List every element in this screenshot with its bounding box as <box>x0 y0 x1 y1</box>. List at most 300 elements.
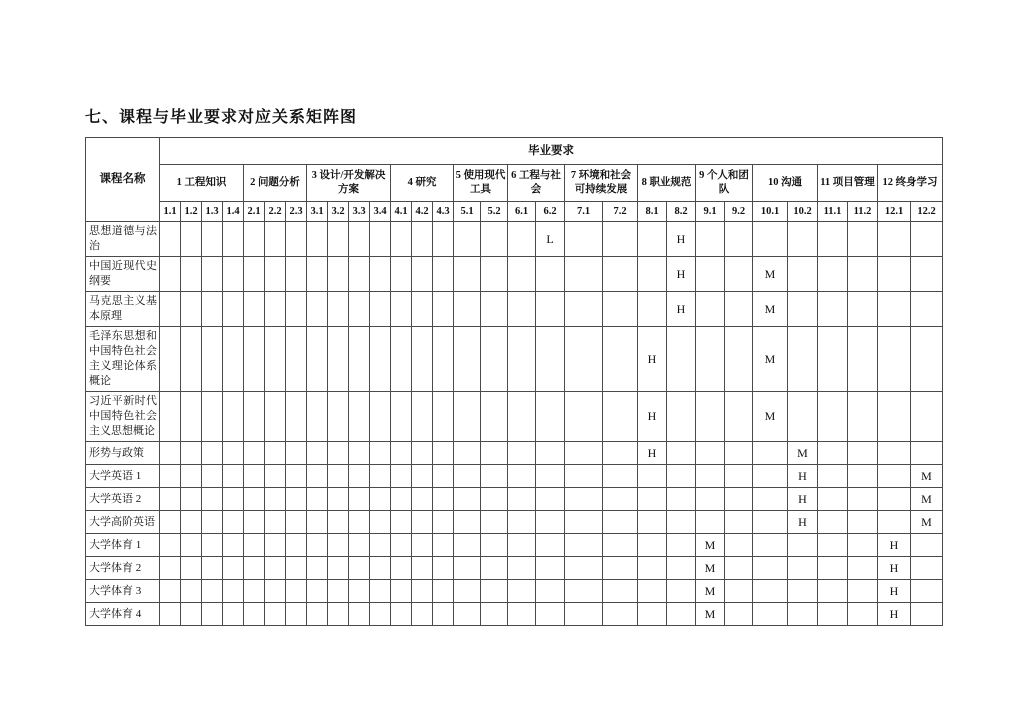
mark-cell-7.2 <box>603 511 638 534</box>
course-name-cell: 马克思主义基本原理 <box>86 292 160 327</box>
indicator-header-10.1: 10.1 <box>753 202 788 222</box>
mark-cell-1.4 <box>223 327 244 392</box>
mark-cell-9.1 <box>696 327 725 392</box>
mark-cell-1.4 <box>223 392 244 442</box>
mark-cell-5.1 <box>454 511 481 534</box>
mark-cell-1.3 <box>202 511 223 534</box>
mark-cell-7.1 <box>565 580 603 603</box>
mark-cell-1.3 <box>202 442 223 465</box>
mark-cell-2.3 <box>286 465 307 488</box>
mark-cell-12.1 <box>878 511 911 534</box>
mark-cell-7.2 <box>603 292 638 327</box>
mark-cell-10.1: M <box>753 292 788 327</box>
mark-cell-3.3 <box>349 557 370 580</box>
mark-cell-4.2 <box>412 257 433 292</box>
mark-cell-11.2 <box>848 580 878 603</box>
header-row-indicators <box>86 202 943 222</box>
mark-cell-7.1 <box>565 257 603 292</box>
mark-cell-2.2 <box>265 257 286 292</box>
mark-cell-3.4 <box>370 534 391 557</box>
mark-cell-2.1 <box>244 392 265 442</box>
mark-cell-4.3 <box>433 292 454 327</box>
mark-cell-12.1: H <box>878 580 911 603</box>
mark-cell-3.3 <box>349 442 370 465</box>
mark-cell-3.4 <box>370 603 391 626</box>
mark-cell-11.1 <box>818 603 848 626</box>
mark-cell-2.3 <box>286 534 307 557</box>
mark-cell-4.1 <box>391 534 412 557</box>
mark-cell-2.2 <box>265 292 286 327</box>
mark-cell-2.3 <box>286 557 307 580</box>
mark-cell-8.2 <box>667 392 696 442</box>
mark-cell-5.1 <box>454 442 481 465</box>
mark-cell-5.2 <box>481 327 508 392</box>
mark-cell-5.1 <box>454 292 481 327</box>
mark-cell-1.1 <box>160 327 181 392</box>
table-row <box>86 327 943 392</box>
mark-cell-10.2 <box>788 534 818 557</box>
mark-cell-5.2 <box>481 442 508 465</box>
mark-cell-4.1 <box>391 465 412 488</box>
mark-cell-2.2 <box>265 511 286 534</box>
mark-cell-5.2 <box>481 257 508 292</box>
mark-cell-3.1 <box>307 534 328 557</box>
mark-cell-3.2 <box>328 580 349 603</box>
mark-cell-1.4 <box>223 534 244 557</box>
mark-cell-1.3 <box>202 580 223 603</box>
mark-cell-8.1: H <box>638 442 667 465</box>
mark-cell-1.2 <box>181 511 202 534</box>
indicator-header-8.2: 8.2 <box>667 202 696 222</box>
category-header-5: 5 使用现代工具 <box>454 165 508 202</box>
mark-cell-4.1 <box>391 442 412 465</box>
mark-cell-6.1 <box>508 442 536 465</box>
mark-cell-1.3 <box>202 557 223 580</box>
mark-cell-3.4 <box>370 488 391 511</box>
mark-cell-9.2 <box>725 557 753 580</box>
mark-cell-6.2: L <box>536 222 565 257</box>
mark-cell-9.2 <box>725 392 753 442</box>
mark-cell-9.2 <box>725 257 753 292</box>
mark-cell-8.2: H <box>667 292 696 327</box>
mark-cell-3.4 <box>370 465 391 488</box>
mark-cell-10.1 <box>753 465 788 488</box>
mark-cell-1.1 <box>160 465 181 488</box>
mark-cell-2.2 <box>265 534 286 557</box>
mark-cell-2.3 <box>286 392 307 442</box>
mark-cell-7.2 <box>603 222 638 257</box>
mark-cell-5.1 <box>454 534 481 557</box>
category-header-4: 4 研究 <box>391 165 454 202</box>
mark-cell-6.1 <box>508 292 536 327</box>
mark-cell-1.2 <box>181 442 202 465</box>
course-name-cell: 大学体育 3 <box>86 580 160 603</box>
mark-cell-11.1 <box>818 557 848 580</box>
mark-cell-6.2 <box>536 488 565 511</box>
mark-cell-12.2: M <box>911 488 943 511</box>
mark-cell-1.3 <box>202 465 223 488</box>
mark-cell-4.3 <box>433 327 454 392</box>
mark-cell-11.2 <box>848 557 878 580</box>
category-header-12: 12 终身学习 <box>878 165 943 202</box>
mark-cell-12.2 <box>911 292 943 327</box>
category-header-1: 1 工程知识 <box>160 165 244 202</box>
indicator-header-2.2: 2.2 <box>265 202 286 222</box>
mark-cell-10.2: H <box>788 511 818 534</box>
mark-cell-8.1 <box>638 511 667 534</box>
mark-cell-4.3 <box>433 557 454 580</box>
mark-cell-6.2 <box>536 603 565 626</box>
mark-cell-6.2 <box>536 465 565 488</box>
course-name-cell: 大学体育 2 <box>86 557 160 580</box>
mark-cell-12.2 <box>911 222 943 257</box>
mark-cell-10.2 <box>788 292 818 327</box>
indicator-header-1.1: 1.1 <box>160 202 181 222</box>
mark-cell-9.2 <box>725 292 753 327</box>
mark-cell-7.1 <box>565 488 603 511</box>
mark-cell-1.3 <box>202 603 223 626</box>
mark-cell-5.1 <box>454 465 481 488</box>
mark-cell-9.1 <box>696 257 725 292</box>
mark-cell-2.3 <box>286 603 307 626</box>
mark-cell-4.1 <box>391 488 412 511</box>
mark-cell-6.1 <box>508 534 536 557</box>
mark-cell-5.1 <box>454 488 481 511</box>
mark-cell-1.1 <box>160 442 181 465</box>
mark-cell-2.1 <box>244 222 265 257</box>
mark-cell-2.2 <box>265 465 286 488</box>
table-row <box>86 465 943 488</box>
table-row <box>86 292 943 327</box>
mark-cell-3.1 <box>307 442 328 465</box>
mark-cell-2.3 <box>286 488 307 511</box>
mark-cell-1.4 <box>223 222 244 257</box>
mark-cell-1.4 <box>223 557 244 580</box>
mark-cell-2.1 <box>244 534 265 557</box>
mark-cell-10.2 <box>788 557 818 580</box>
indicator-header-3.1: 3.1 <box>307 202 328 222</box>
mark-cell-2.1 <box>244 603 265 626</box>
mark-cell-2.3 <box>286 442 307 465</box>
mark-cell-11.2 <box>848 222 878 257</box>
mark-cell-1.1 <box>160 292 181 327</box>
matrix-header <box>86 138 943 222</box>
mark-cell-8.1: H <box>638 392 667 442</box>
mark-cell-3.2 <box>328 511 349 534</box>
mark-cell-1.4 <box>223 442 244 465</box>
mark-cell-3.1 <box>307 292 328 327</box>
mark-cell-1.4 <box>223 603 244 626</box>
mark-cell-4.3 <box>433 511 454 534</box>
mark-cell-3.4 <box>370 580 391 603</box>
mark-cell-2.2 <box>265 442 286 465</box>
mark-cell-1.3 <box>202 257 223 292</box>
mark-cell-4.2 <box>412 511 433 534</box>
mark-cell-4.3 <box>433 465 454 488</box>
indicator-header-11.2: 11.2 <box>848 202 878 222</box>
mark-cell-8.1: H <box>638 327 667 392</box>
mark-cell-3.1 <box>307 327 328 392</box>
mark-cell-10.1 <box>753 603 788 626</box>
mark-cell-11.1 <box>818 488 848 511</box>
mark-cell-12.1 <box>878 222 911 257</box>
mark-cell-3.4 <box>370 392 391 442</box>
mark-cell-11.1 <box>818 222 848 257</box>
table-row <box>86 557 943 580</box>
mark-cell-6.1 <box>508 488 536 511</box>
mark-cell-3.3 <box>349 257 370 292</box>
mark-cell-4.1 <box>391 392 412 442</box>
mark-cell-8.2 <box>667 511 696 534</box>
mark-cell-4.1 <box>391 511 412 534</box>
indicator-header-10.2: 10.2 <box>788 202 818 222</box>
mark-cell-7.1 <box>565 292 603 327</box>
mark-cell-11.1 <box>818 580 848 603</box>
category-header-10: 10 沟通 <box>753 165 818 202</box>
mark-cell-9.2 <box>725 327 753 392</box>
mark-cell-10.2: M <box>788 442 818 465</box>
mark-cell-4.1 <box>391 557 412 580</box>
mark-cell-1.1 <box>160 257 181 292</box>
mark-cell-10.2 <box>788 257 818 292</box>
mark-cell-11.2 <box>848 327 878 392</box>
mark-cell-8.1 <box>638 603 667 626</box>
mark-cell-2.1 <box>244 442 265 465</box>
mark-cell-4.2 <box>412 292 433 327</box>
mark-cell-7.2 <box>603 327 638 392</box>
mark-cell-4.1 <box>391 257 412 292</box>
category-header-7: 7 环境和社会可持续发展 <box>565 165 638 202</box>
table-row <box>86 488 943 511</box>
mark-cell-7.2 <box>603 392 638 442</box>
mark-cell-1.3 <box>202 222 223 257</box>
mark-cell-6.1 <box>508 327 536 392</box>
mark-cell-4.2 <box>412 557 433 580</box>
mark-cell-11.1 <box>818 465 848 488</box>
mark-cell-7.1 <box>565 392 603 442</box>
course-requirements-matrix-table <box>85 137 943 626</box>
mark-cell-2.1 <box>244 511 265 534</box>
mark-cell-3.3 <box>349 465 370 488</box>
mark-cell-10.2 <box>788 603 818 626</box>
mark-cell-4.3 <box>433 222 454 257</box>
mark-cell-10.2 <box>788 327 818 392</box>
mark-cell-2.2 <box>265 557 286 580</box>
header-row-top <box>86 138 943 165</box>
mark-cell-7.2 <box>603 488 638 511</box>
mark-cell-2.2 <box>265 488 286 511</box>
mark-cell-4.1 <box>391 327 412 392</box>
mark-cell-12.1 <box>878 392 911 442</box>
mark-cell-5.2 <box>481 488 508 511</box>
mark-cell-9.2 <box>725 511 753 534</box>
mark-cell-12.2: M <box>911 465 943 488</box>
mark-cell-10.1 <box>753 222 788 257</box>
mark-cell-1.3 <box>202 292 223 327</box>
mark-cell-5.1 <box>454 603 481 626</box>
mark-cell-2.1 <box>244 557 265 580</box>
mark-cell-11.2 <box>848 442 878 465</box>
mark-cell-2.2 <box>265 392 286 442</box>
mark-cell-7.2 <box>603 465 638 488</box>
mark-cell-11.2 <box>848 603 878 626</box>
mark-cell-3.4 <box>370 327 391 392</box>
mark-cell-7.1 <box>565 222 603 257</box>
mark-cell-1.3 <box>202 488 223 511</box>
mark-cell-5.1 <box>454 327 481 392</box>
mark-cell-9.1 <box>696 511 725 534</box>
indicator-header-11.1: 11.1 <box>818 202 848 222</box>
mark-cell-1.4 <box>223 257 244 292</box>
mark-cell-2.1 <box>244 292 265 327</box>
indicator-header-7.2: 7.2 <box>603 202 638 222</box>
indicator-header-3.2: 3.2 <box>328 202 349 222</box>
mark-cell-4.3 <box>433 392 454 442</box>
mark-cell-4.2 <box>412 465 433 488</box>
mark-cell-4.2 <box>412 603 433 626</box>
mark-cell-1.3 <box>202 534 223 557</box>
mark-cell-3.4 <box>370 257 391 292</box>
indicator-header-2.1: 2.1 <box>244 202 265 222</box>
mark-cell-10.2 <box>788 580 818 603</box>
mark-cell-2.3 <box>286 327 307 392</box>
mark-cell-11.2 <box>848 392 878 442</box>
mark-cell-1.3 <box>202 392 223 442</box>
indicator-header-2.3: 2.3 <box>286 202 307 222</box>
mark-cell-3.1 <box>307 222 328 257</box>
mark-cell-1.4 <box>223 580 244 603</box>
mark-cell-8.2 <box>667 580 696 603</box>
mark-cell-8.1 <box>638 222 667 257</box>
mark-cell-9.1: M <box>696 580 725 603</box>
mark-cell-7.1 <box>565 603 603 626</box>
mark-cell-12.1 <box>878 327 911 392</box>
mark-cell-1.3 <box>202 327 223 392</box>
mark-cell-7.2 <box>603 534 638 557</box>
matrix-body <box>86 222 943 626</box>
mark-cell-4.2 <box>412 488 433 511</box>
mark-cell-10.1: M <box>753 327 788 392</box>
graduation-requirements-header: 毕业要求 <box>160 138 943 165</box>
mark-cell-4.2 <box>412 580 433 603</box>
mark-cell-2.1 <box>244 580 265 603</box>
course-name-cell: 大学高阶英语 <box>86 511 160 534</box>
mark-cell-3.1 <box>307 257 328 292</box>
mark-cell-12.1 <box>878 292 911 327</box>
mark-cell-7.1 <box>565 557 603 580</box>
mark-cell-10.1: M <box>753 257 788 292</box>
course-name-cell: 形势与政策 <box>86 442 160 465</box>
mark-cell-7.2 <box>603 603 638 626</box>
mark-cell-4.2 <box>412 327 433 392</box>
mark-cell-9.1 <box>696 465 725 488</box>
mark-cell-11.2 <box>848 257 878 292</box>
mark-cell-3.4 <box>370 557 391 580</box>
mark-cell-2.2 <box>265 327 286 392</box>
mark-cell-9.1 <box>696 292 725 327</box>
indicator-header-6.1: 6.1 <box>508 202 536 222</box>
mark-cell-2.3 <box>286 511 307 534</box>
mark-cell-9.1: M <box>696 603 725 626</box>
mark-cell-5.2 <box>481 534 508 557</box>
mark-cell-3.1 <box>307 465 328 488</box>
mark-cell-2.3 <box>286 257 307 292</box>
mark-cell-8.1 <box>638 257 667 292</box>
mark-cell-10.1 <box>753 488 788 511</box>
table-row <box>86 222 943 257</box>
mark-cell-6.2 <box>536 257 565 292</box>
mark-cell-8.1 <box>638 534 667 557</box>
mark-cell-7.1 <box>565 511 603 534</box>
mark-cell-3.4 <box>370 222 391 257</box>
course-name-cell: 思想道德与法治 <box>86 222 160 257</box>
mark-cell-10.2: H <box>788 465 818 488</box>
table-row <box>86 442 943 465</box>
mark-cell-3.2 <box>328 557 349 580</box>
category-header-8: 8 职业规范 <box>638 165 696 202</box>
mark-cell-6.2 <box>536 442 565 465</box>
mark-cell-6.2 <box>536 534 565 557</box>
mark-cell-9.1: M <box>696 557 725 580</box>
mark-cell-3.1 <box>307 557 328 580</box>
mark-cell-1.1 <box>160 511 181 534</box>
mark-cell-3.3 <box>349 488 370 511</box>
mark-cell-8.2 <box>667 603 696 626</box>
mark-cell-6.1 <box>508 392 536 442</box>
mark-cell-4.1 <box>391 222 412 257</box>
mark-cell-7.2 <box>603 442 638 465</box>
mark-cell-12.1: H <box>878 534 911 557</box>
mark-cell-11.2 <box>848 465 878 488</box>
mark-cell-4.2 <box>412 534 433 557</box>
mark-cell-11.1 <box>818 327 848 392</box>
mark-cell-9.1 <box>696 222 725 257</box>
mark-cell-8.2 <box>667 327 696 392</box>
indicator-header-6.2: 6.2 <box>536 202 565 222</box>
mark-cell-6.1 <box>508 465 536 488</box>
mark-cell-3.2 <box>328 392 349 442</box>
mark-cell-1.1 <box>160 557 181 580</box>
mark-cell-1.2 <box>181 392 202 442</box>
mark-cell-8.2: H <box>667 257 696 292</box>
mark-cell-10.1: M <box>753 392 788 442</box>
mark-cell-6.1 <box>508 603 536 626</box>
mark-cell-8.1 <box>638 557 667 580</box>
mark-cell-5.2 <box>481 465 508 488</box>
mark-cell-9.2 <box>725 222 753 257</box>
mark-cell-2.2 <box>265 580 286 603</box>
mark-cell-4.3 <box>433 257 454 292</box>
mark-cell-12.2 <box>911 534 943 557</box>
mark-cell-12.2 <box>911 327 943 392</box>
mark-cell-12.1: H <box>878 557 911 580</box>
mark-cell-1.2 <box>181 257 202 292</box>
indicator-header-4.2: 4.2 <box>412 202 433 222</box>
course-name-cell: 大学英语 2 <box>86 488 160 511</box>
indicator-header-8.1: 8.1 <box>638 202 667 222</box>
mark-cell-3.1 <box>307 488 328 511</box>
mark-cell-4.1 <box>391 292 412 327</box>
mark-cell-10.1 <box>753 442 788 465</box>
mark-cell-2.2 <box>265 222 286 257</box>
mark-cell-12.2: M <box>911 511 943 534</box>
mark-cell-10.1 <box>753 580 788 603</box>
mark-cell-8.1 <box>638 488 667 511</box>
indicator-header-3.4: 3.4 <box>370 202 391 222</box>
mark-cell-5.1 <box>454 392 481 442</box>
mark-cell-4.2 <box>412 442 433 465</box>
mark-cell-12.1: H <box>878 603 911 626</box>
